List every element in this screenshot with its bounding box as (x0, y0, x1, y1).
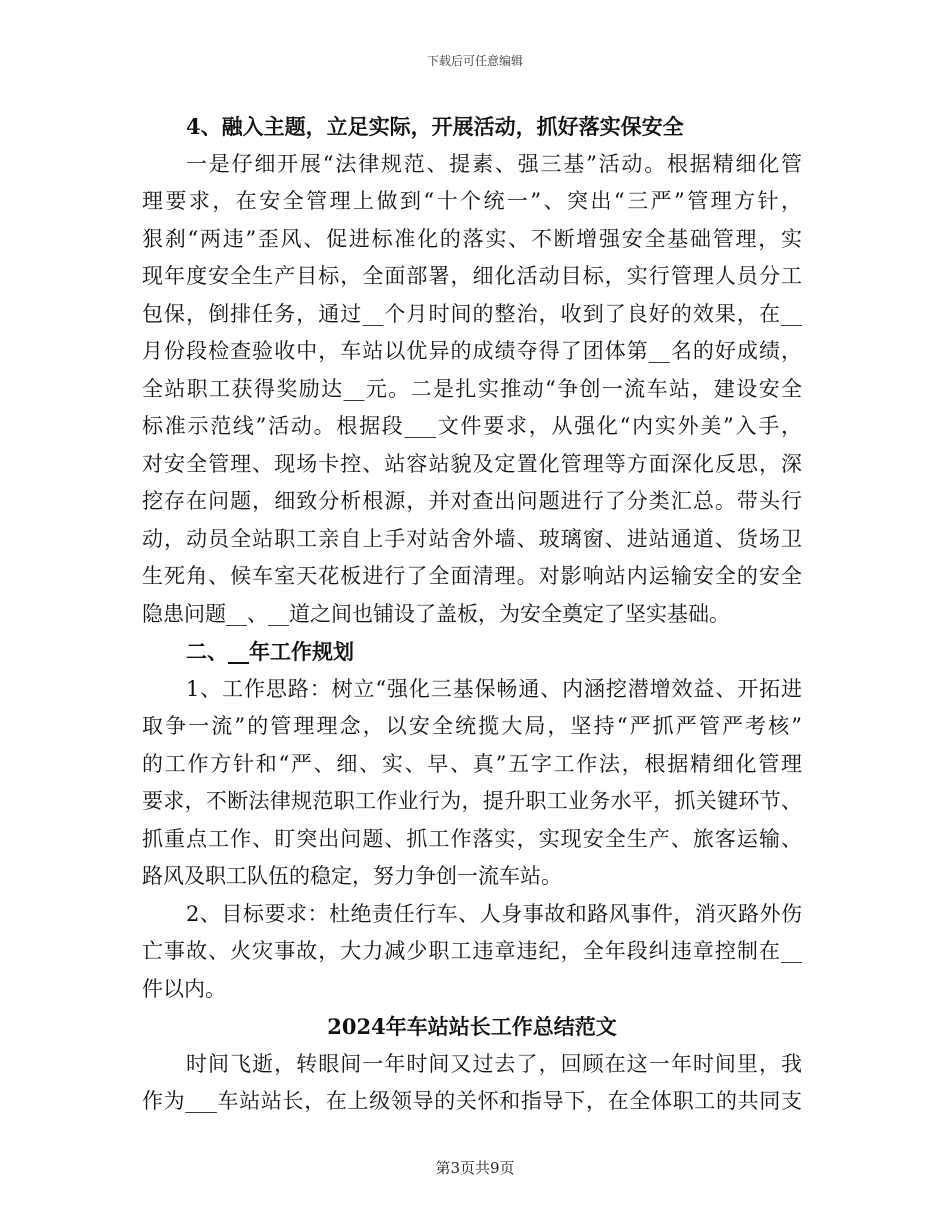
page-header: 下载后可任意编辑 (426, 54, 523, 68)
paragraph-line: 月份段检查验收中，车站以优异的成绩夺得了团体第__名的好成绩， (142, 339, 802, 363)
document-title: 2024年车站站长工作总结范文 (327, 1014, 617, 1039)
paragraph-line: 一是仔细开展“法律规范、提素、强三基”活动。根据精细化管 (186, 151, 802, 176)
paragraph-line: 现年度安全生产目标，全面部署，细化活动目标，实行管理人员分工 (142, 264, 802, 288)
paragraph-line: 全站职工获得奖励达__元。二是扎实推动“争创一流车站，建设安全 (142, 376, 802, 401)
paragraph-1 (142, 146, 802, 634)
paragraph-4 (142, 1046, 802, 1121)
paragraph-line: 隐患问题__、__道之间也铺设了盖板，为安全奠定了坚实基础。 (142, 601, 730, 626)
paragraph-line: 动，动员全站职工亲自上手对站舍外墙、玻璃窗、进站通道、货场卫 (142, 526, 802, 551)
paragraph-line: 对安全管理、现场卡控、站容站貌及定置化管理等方面深化反思，深 (142, 451, 802, 476)
paragraph-line: 生死角、候车室天花板进行了全面清理。对影响站内运输安全的安全 (142, 564, 802, 588)
paragraph-line: 作为___车站站长，在上级领导的关怀和指导下，在全体职工的共同支 (142, 1089, 802, 1113)
paragraph-line: 件以内。 (142, 976, 226, 1001)
paragraph-line: 时间飞逝，转眼间一年时间又过去了，回顾在这一年时间里，我 (186, 1051, 802, 1076)
paragraph-line: 挖存在问题，细致分析根源，并对查出问题进行了分类汇总。带头行 (142, 489, 802, 513)
paragraph-line: 标准示范线”活动。根据段___文件要求，从强化“内实外美”入手， (142, 414, 802, 438)
paragraph-line: 抓重点工作、盯突出问题、抓工作落实，实现安全生产、旅客运输、 (142, 826, 802, 851)
paragraph-line: 2、目标要求：杜绝责任行车、人身事故和路风事件，消灭路外伤 (186, 901, 802, 926)
paragraph-line: 狠刹“两违”歪风、促进标准化的落实、不断增强安全基础管理，实 (142, 226, 802, 251)
paragraph-line: 1、工作思路：树立“强化三基保畅通、内涵挖潜增效益、开拓进 (186, 676, 802, 701)
section-heading-4: 4、融入主题，立足实际，开展活动，抓好落实保安全 (186, 114, 684, 139)
paragraph-line: 的工作方针和“严、细、实、早、真”五字工作法，根据精细化管理 (142, 751, 802, 776)
section-heading-2: 二、__年工作规划 (186, 639, 354, 664)
document-body (142, 108, 802, 1121)
paragraph-3 (142, 896, 802, 1009)
page-number: 第3页共9页 (435, 1159, 515, 1177)
paragraph-line: 理要求，在安全管理上做到“十个统一”、突出“三严”管理方针， (142, 189, 802, 213)
paragraph-line: 路风及职工队伍的稳定，努力争创一流车站。 (142, 864, 562, 888)
paragraph-line: 亡事故、火灾事故，大力减少职工违章违纪，全年段纠违章控制在__ (142, 939, 802, 963)
paragraph-line: 要求，不断法律规范职工作业行为，提升职工业务水平，抓关键环节、 (142, 789, 802, 813)
paragraph-2 (142, 671, 802, 896)
paragraph-line: 包保，倒排任务，通过__个月时间的整治，收到了良好的效果，在__ (142, 301, 802, 326)
paragraph-line: 取争一流”的管理理念，以安全统揽大局，坚持“严抓严管严考核” (142, 714, 802, 738)
